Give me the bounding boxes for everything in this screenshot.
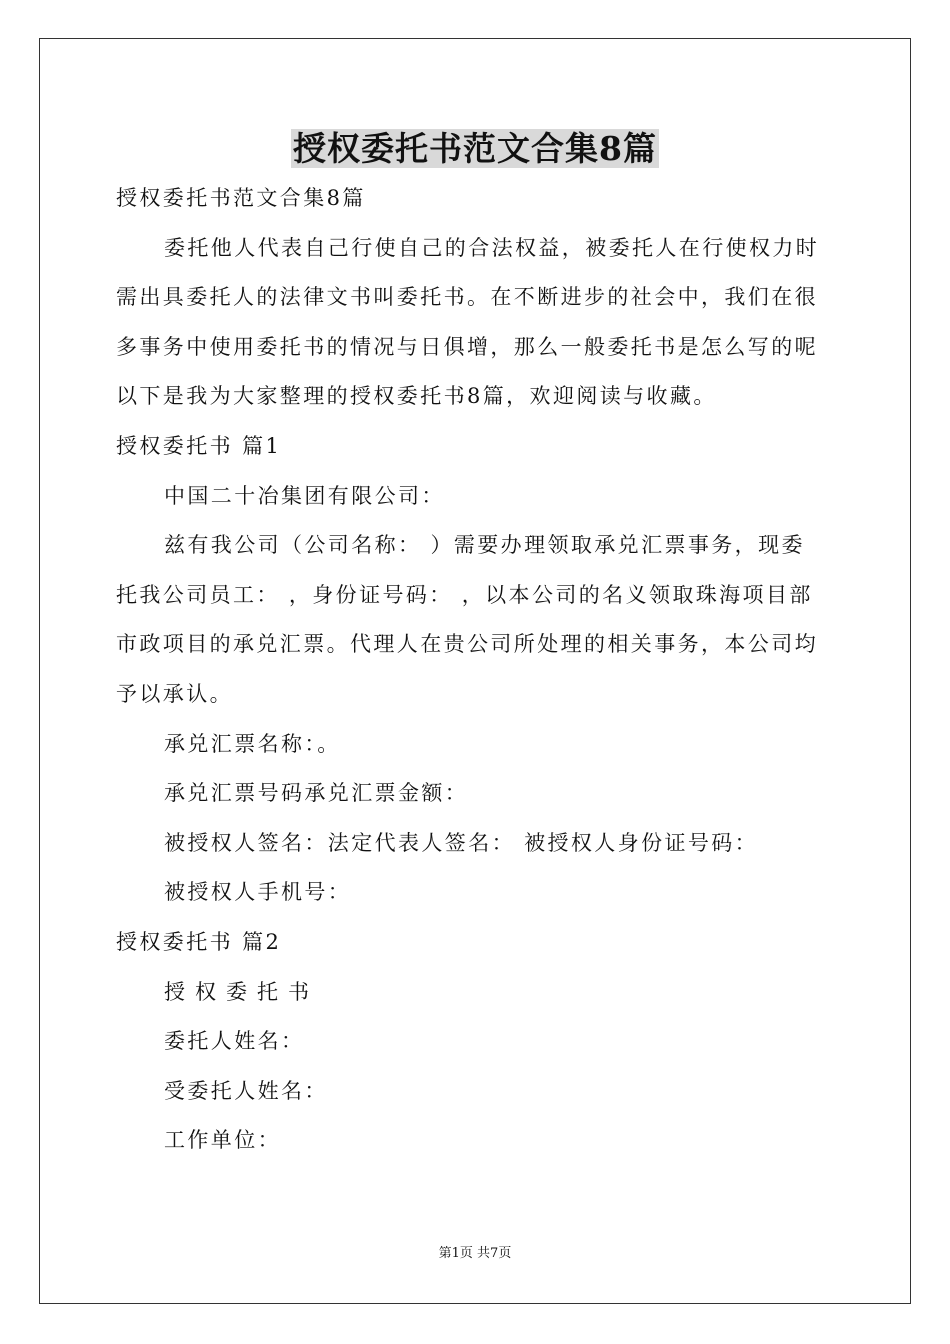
paragraph-line: 托我公司员工： ，身份证号码： ，以本公司的名义领取珠海项目部: [116, 582, 813, 607]
paragraph-line: 授权委托书: [164, 979, 319, 1004]
paragraph-line: 委托人姓名：: [164, 1029, 305, 1054]
paragraph-line: 予以承认。: [116, 681, 233, 706]
document-body: [116, 174, 836, 1166]
paragraph-line: 授权委托书 篇2: [116, 929, 282, 954]
paragraph-line: 被授权人手机号：: [164, 880, 352, 905]
paragraph-line: 承兑汇票名称：。: [164, 731, 341, 756]
paragraph-line: 工作单位：: [164, 1128, 281, 1153]
paragraph-line: 授权委托书范文合集8篇: [116, 186, 366, 210]
page-footer: 第1页 共7页: [438, 1246, 512, 1261]
paragraph-line: 被授权人签名：法定代表人签名： 被授权人身份证号码：: [164, 830, 759, 855]
paragraph-line: 承兑汇票号码承兑汇票金额：: [164, 781, 469, 806]
paragraph-line: 委托他人代表自己行使自己的合法权益，被委托人在行使权力时: [164, 235, 820, 260]
paragraph-line: 以下是我为大家整理的授权委托书8篇，欢迎阅读与收藏。: [116, 384, 717, 409]
paragraph-line: 受委托人姓名：: [164, 1078, 328, 1103]
paragraph-line: 中国二十冶集团有限公司：: [164, 483, 445, 508]
paragraph-line: 多事务中使用委托书的情况与日俱增，那么一般委托书是怎么写的呢: [116, 334, 818, 359]
paragraph-line: 需出具委托人的法律文书叫委托书。在不断进步的社会中，我们在很: [116, 285, 818, 310]
paragraph-line: 市政项目的承兑汇票。代理人在贵公司所处理的相关事务，本公司均: [116, 632, 818, 657]
document-title: [0, 124, 950, 174]
document-title-text: 授权委托书范文合集8篇: [293, 129, 657, 168]
paragraph-line: 兹有我公司（公司名称： ）需要办理领取承兑汇票事务，现委: [164, 533, 805, 558]
paragraph-line: 授权委托书 篇1: [116, 433, 282, 458]
